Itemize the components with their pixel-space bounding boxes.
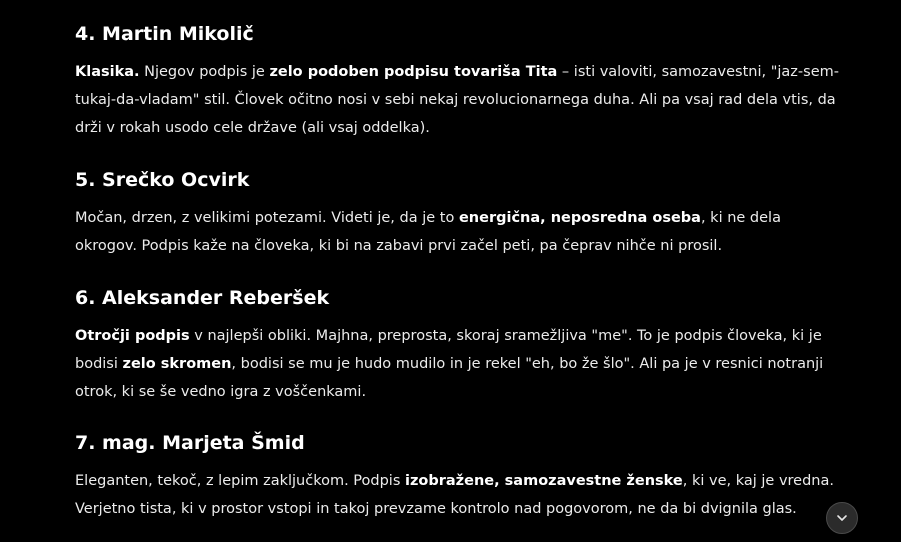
bold-text: energična, neposredna oseba xyxy=(458,210,701,226)
bold-text: Otročji podpis xyxy=(75,328,190,344)
text: Njegov podpis je xyxy=(139,64,270,80)
section-paragraph xyxy=(75,467,845,523)
bold-text: zelo podoben podpisu tovariša Tita xyxy=(269,64,558,80)
text: , bodisi se mu je hudo mudilo in je rekel "eh, bo že šlo". Ali pa je v resnici notranji otrok, ki se še vedno igra z voščenkami. xyxy=(75,356,824,400)
chevron-down-icon xyxy=(835,511,849,525)
bold-text: izobražene, samozavestne ženske xyxy=(405,473,683,489)
text: , ki ve, kaj je vredna. Verjetno tista, ki v prostor vstopi in takoj prevzame kontrolo nad pogovorom, ne da bi dvignila glas. xyxy=(75,473,834,517)
text: – isti valoviti, samozavestni, "jaz-sem-tukaj-da-vladam" stil. Človek očitno nosi v sebi nekaj revolucionarnega duha. Ali pa vsaj rad dela vtis, da drži v rokah usodo cele države (ali vsaj oddelka). xyxy=(75,64,839,136)
section-aleksander-rebersek xyxy=(75,286,845,406)
text: v najlepši obliki. Majhna, preprosta, skoraj sramežljiva "me". To je podpis človeka, ki je bodisi xyxy=(75,328,822,372)
section-heading: 6. Aleksander Reberšek xyxy=(75,287,330,309)
scroll-to-bottom-button[interactable] xyxy=(826,502,858,534)
section-marjeta-smid xyxy=(75,431,845,523)
bold-text: Klasika. xyxy=(75,64,140,80)
section-heading: 7. mag. Marjeta Šmid xyxy=(75,432,305,454)
section-paragraph xyxy=(75,58,845,142)
section-martin-mikolic xyxy=(75,22,845,142)
text: , ki ne dela okrogov. Podpis kaže na človeka, ki bi na zabavi prvi začel peti, pa čeprav nihče ni prosil. xyxy=(75,210,781,254)
section-srecko-ocvirk xyxy=(75,168,845,260)
section-paragraph xyxy=(75,204,845,260)
text: Močan, drzen, z velikimi potezami. Videti je, da je to xyxy=(75,210,459,226)
section-heading: 5. Srečko Ocvirk xyxy=(75,169,250,191)
bold-text: zelo skromen xyxy=(122,356,232,372)
section-heading: 4. Martin Mikolič xyxy=(75,23,254,45)
section-paragraph xyxy=(75,322,845,406)
text: Eleganten, tekoč, z lepim zaključkom. Podpis xyxy=(75,473,405,489)
